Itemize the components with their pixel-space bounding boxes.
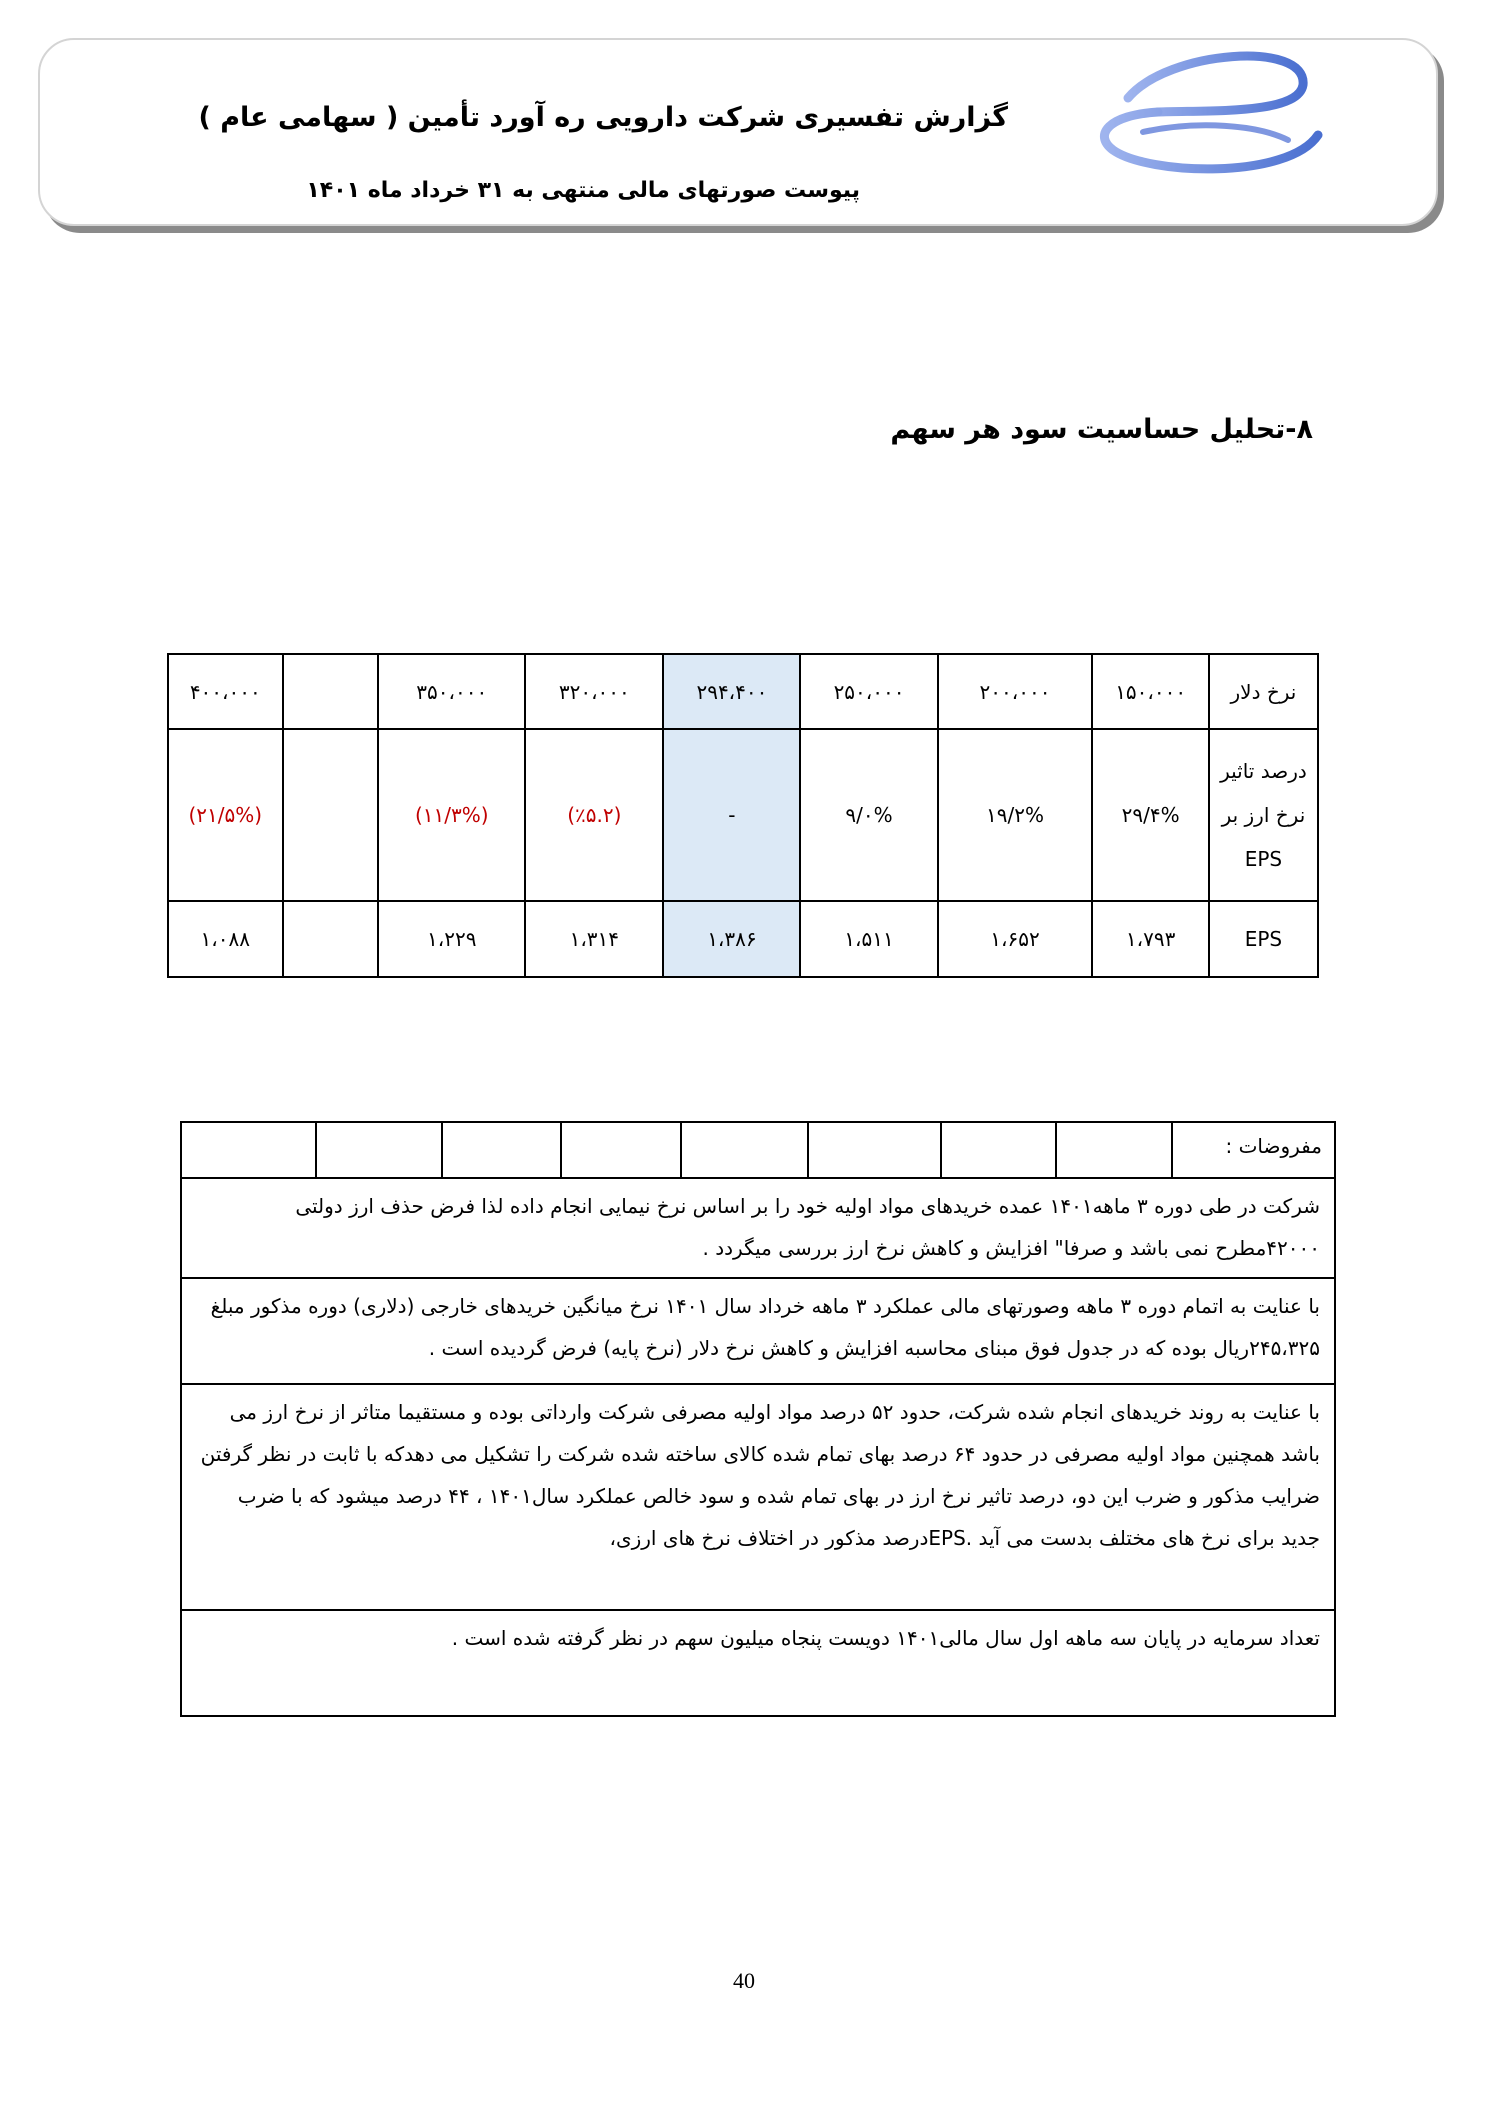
rate-cell: ۲۵۰،۰۰۰ [800, 654, 937, 729]
page-number: 40 [733, 1968, 755, 1993]
eps-cell: ۱،۳۱۴ [525, 901, 663, 977]
empty-cell [681, 1122, 809, 1178]
assumption-paragraph: تعداد سرمایه در پایان سه ماهه اول سال مالی۱۴۰۱ دویست پنجاه میلیون سهم در نظر گرفته شده است . [181, 1610, 1335, 1716]
assumption-paragraph: با عنایت به اتمام دوره ۳ ماهه وصورتهای مالی عملکرد ۳ ماهه خرداد سال ۱۴۰۱ نرخ میانگین خریدهای خارجی (دلاری) دوره مذکور مبلغ ۲۴۵،۳۲۵ریال بوده که در جدول فوق مبنای محاسبه افزایش و کاهش نرخ دلار (نرخ پایه) فرض گردیده است . [181, 1278, 1335, 1384]
empty-cell [442, 1122, 561, 1178]
impact-cell-negative: (۲۱/۵%) [168, 729, 283, 901]
table-row [181, 1178, 1335, 1278]
empty-cell [561, 1122, 681, 1178]
table-row [168, 654, 1318, 729]
company-logo-icon [1088, 40, 1338, 190]
assumption-paragraph: با عنایت به روند خریدهای انجام شده شرکت، حدود ۵۲ درصد مواد اولیه مصرفی شرکت وارداتی بوده و مستقیما متاثر از نرخ ارز می باشد همچنین مواد اولیه مصرفی در حدود ۶۴ درصد بهای تمام شده کالای ساخته شده شرکت را تشکیل می دهدکه با ثابت در نظر گرفتن ضرایب مذکور و ضرب این دو، درصد تاثیر نرخ ارز در بهای تمام شده و سود خالص عملکرد سال۱۴۰۱ ، ۴۴ درصد میشود که با ضرب جدید برای نرخ های مختلف بدست می آید .EPSدرصد مذکور در اختلاف نرخ های ارزی، [181, 1384, 1335, 1610]
impact-cell: ۹/۰% [800, 729, 937, 901]
rate-cell: ۲۰۰،۰۰۰ [938, 654, 1093, 729]
impact-cell-negative: (٪۵.۲) [525, 729, 663, 901]
row-label-dollar-rate: نرخ دلار [1209, 654, 1318, 729]
rate-cell: ۳۲۰،۰۰۰ [525, 654, 663, 729]
eps-cell-empty [283, 901, 379, 977]
eps-sensitivity-table [167, 653, 1319, 978]
section-title: ۸-تحلیل حساسیت سود هر سهم [890, 414, 1313, 445]
impact-cell: ۱۹/۲% [938, 729, 1093, 901]
empty-cell [1056, 1122, 1172, 1178]
rate-cell: ۱۵۰،۰۰۰ [1092, 654, 1208, 729]
table-row [181, 1278, 1335, 1384]
rate-cell-empty [283, 654, 379, 729]
eps-cell: ۱،۵۱۱ [800, 901, 937, 977]
impact-cell-empty [283, 729, 379, 901]
eps-cell-base: ۱،۳۸۶ [663, 901, 800, 977]
empty-cell [808, 1122, 940, 1178]
impact-cell-base: - [663, 729, 800, 901]
assumption-paragraph: شرکت در طی دوره ۳ ماهه۱۴۰۱ عمده خریدهای مواد اولیه خود را بر اساس نرخ نیمایی انجام داده لذا فرض حذف ارز دولتی ۴۲۰۰۰مطرح نمی باشد و صرفا" افزایش و کاهش نرخ ارز بررسی میگردد . [181, 1178, 1335, 1278]
empty-cell [941, 1122, 1057, 1178]
empty-cell [181, 1122, 316, 1178]
eps-cell: ۱،۷۹۳ [1092, 901, 1208, 977]
table-row [181, 1122, 1335, 1178]
row-label-eps: EPS [1209, 901, 1318, 977]
empty-cell [316, 1122, 442, 1178]
rate-cell: ۳۵۰،۰۰۰ [378, 654, 525, 729]
report-title: گزارش تفسیری شرکت دارویی ره آورد تأمین ( سهامی عام ) [198, 102, 1008, 133]
impact-cell-negative: (۱۱/۳%) [378, 729, 525, 901]
table-row [181, 1610, 1335, 1716]
table-row [168, 729, 1318, 901]
impact-cell: ۲۹/۴% [1092, 729, 1208, 901]
rate-cell: ۴۰۰،۰۰۰ [168, 654, 283, 729]
assumptions-label: مفروضات : [1172, 1122, 1335, 1178]
eps-cell: ۱،۶۵۲ [938, 901, 1093, 977]
table-row [168, 901, 1318, 977]
rate-cell-base: ۲۹۴،۴۰۰ [663, 654, 800, 729]
row-label-impact: درصد تاثیر نرخ ارز بر EPS [1209, 729, 1318, 901]
eps-cell: ۱،۲۲۹ [378, 901, 525, 977]
assumptions-table [180, 1121, 1336, 1717]
eps-cell: ۱،۰۸۸ [168, 901, 283, 977]
report-subtitle: پیوست صورتهای مالی منتهی به ۳۱ خرداد ماه ۱۴۰۱ [306, 178, 860, 203]
table-row [181, 1384, 1335, 1610]
